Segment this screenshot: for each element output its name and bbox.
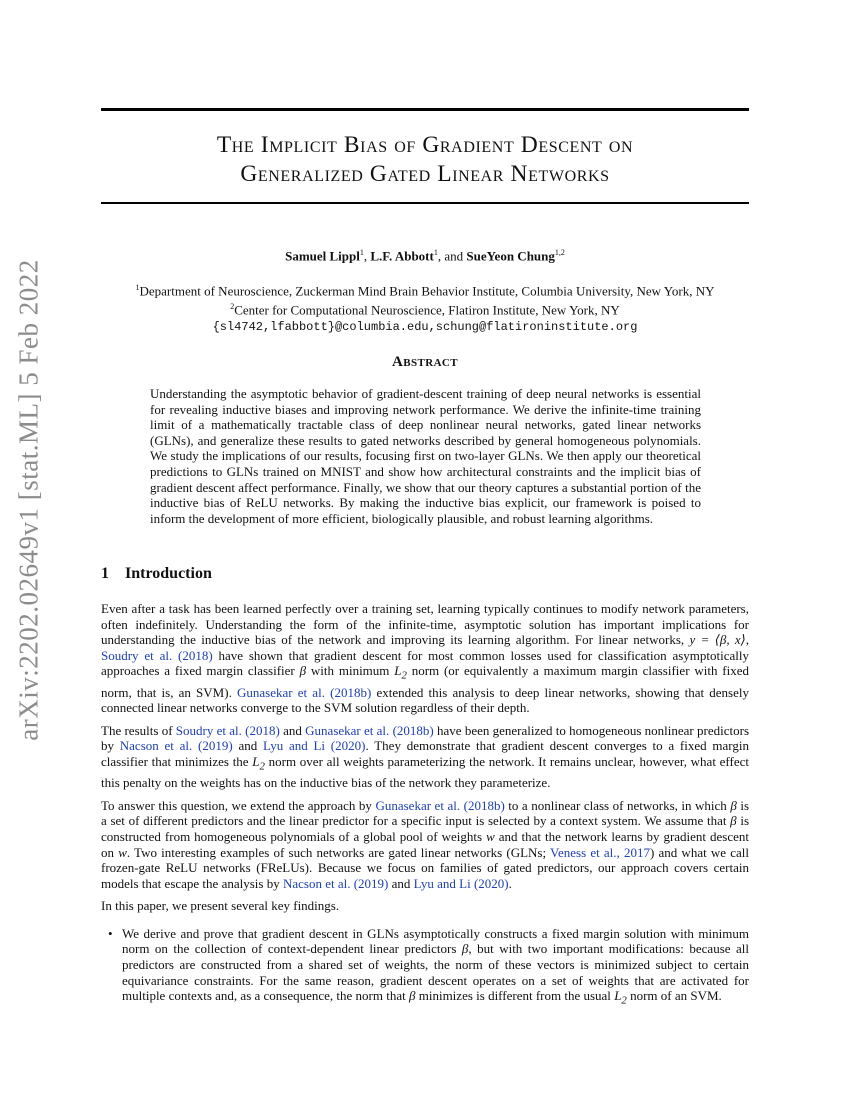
list-item: [122, 926, 749, 1010]
math-symbol: L: [252, 753, 260, 769]
citation-link[interactable]: Soudry et al. (2018): [101, 647, 213, 663]
math-inline: [614, 988, 627, 1007]
math-inline: w: [486, 828, 495, 844]
citation-link[interactable]: Lyu and Li (2020): [262, 738, 366, 754]
text-run: and: [279, 722, 306, 738]
author-3-affil: 1,2: [554, 248, 565, 257]
paper-title: [101, 131, 749, 189]
math-inline: β: [409, 988, 416, 1004]
citation-link[interactable]: Gunasekar et al. (2018b): [305, 722, 434, 738]
text-run: to a nonlinear class of networks, in which: [504, 797, 731, 813]
text-run: and: [232, 738, 263, 754]
title-line-2: Generalized Gated Linear Networks: [240, 161, 610, 187]
text-run: . Two interesting examples of such networks are gated linear networks (GLNs;: [126, 844, 551, 860]
math-inline: β: [730, 813, 737, 829]
arxiv-identifier-text: arXiv:2202.02649v1 [stat.ML] 5 Feb 2022: [13, 259, 44, 741]
affiliation-1-text: Department of Neuroscience, Zuckerman Mind Brain Behavior Institute, Columbia University, New York, NY: [139, 283, 715, 299]
math-subscript: 2: [259, 760, 265, 773]
math-inline: β: [299, 663, 307, 679]
citation-link[interactable]: Nacson et al. (2019): [282, 875, 389, 891]
text-run: norm (or equivalently a maximum margin classifier with fixed norm, that is, an SVM).: [101, 663, 749, 700]
citation-link[interactable]: Lyu and Li (2020): [413, 875, 509, 891]
citation-link[interactable]: Soudry et al. (2018): [175, 722, 280, 738]
author-list: [101, 248, 749, 264]
math-inline: w: [118, 844, 127, 860]
text-run: Even after a task has been learned perfectly over a training set, learning typically continues to modify network parameters, often indefinitely. Understanding the form of the infinite-time, asymptotic solution has important implications for understanding the inductive bias of the network and improving its learning algorithm. For linear networks,: [101, 601, 749, 648]
citation-link[interactable]: Gunasekar et al. (2018b): [375, 797, 505, 813]
text-run: The results of: [101, 722, 176, 738]
paragraph: [101, 601, 749, 716]
affiliation-2-mark: 2: [230, 302, 235, 312]
arxiv-identifier: [0, 259, 58, 741]
abstract-text: Understanding the asymptotic behavior of gradient-descent training of deep neural networks is essential for revealing inductive biases and improving network performance. We derive the infinite-time training limit of a mathematically tractable class of deep nonlinear neural networks, gated linear networks (GLNs), and generalize these results to gated networks described by general homogeneous polynomials. We study the implications of our results, focusing first on two-layer GLNs. We then apply our theoretical predictions to GLNs trained on MNIST and show how architectural constraints and the implicit bias of gradient descent affect performance. Finally, we show that our theory captures a substantial portion of the inductive bias of ReLU networks. By making the inductive bias explicit, our framework is poised to inform the development of more efficient, biologically plausible, and robust learning algorithms.: [150, 386, 701, 526]
math-inline: β: [730, 797, 737, 813]
text-run: norm of an SVM.: [626, 988, 722, 1004]
math-symbol: L: [394, 663, 402, 679]
author-3: SueYeon Chung: [466, 248, 555, 264]
math-inline: y = ⟨β, x⟩: [689, 632, 746, 648]
citation-link[interactable]: Nacson et al. (2019): [119, 738, 233, 754]
math-inline: [252, 753, 265, 773]
text-run: , but with two important modifications: because all predictors are constructed from a shared set of weights, the norm of these vectors is minimized subject to certain equivariance constraints. For the same reason, gradient descent operates on a set of weights that are activated for multiple contexts and, as a consequence, the norm that: [122, 941, 749, 1004]
abstract-heading: Abstract: [392, 354, 458, 370]
text-run: minimizes is different from the usual: [415, 988, 615, 1004]
paragraph: In this paper, we present several key findings.: [101, 898, 340, 914]
introduction-body: [101, 601, 749, 1009]
text-run: with minimum: [306, 663, 395, 679]
author-1: Samuel Lippl: [285, 248, 360, 264]
text-run: and that the network learns by gradient descent on: [101, 828, 750, 860]
math-inline: [394, 663, 407, 682]
text-run: We derive and prove that gradient descent in GLNs asymptotically constructs a fixed margin solution with minimum norm on the collection of context-dependent linear predictors: [122, 925, 749, 957]
author-sep: ,: [363, 248, 371, 264]
text-run: ) and what we call frozen-gate ReLU networks (FReLUs). Because we focus on families of gated predictors, our approach covers certain models that escape the analysis by: [101, 844, 749, 891]
text-run: is a set of different predictors and the linear predictor for a specific input is selected by a context system. We assume that: [101, 797, 750, 829]
text-run: have shown that gradient descent for most common losses used for classification asymptotically approaches a fixed margin classifier: [101, 647, 749, 679]
citation-link[interactable]: Gunasekar et al. (2018b): [237, 684, 372, 700]
author-1-affil: 1: [359, 248, 364, 257]
text-run: .: [508, 875, 512, 891]
text-run: is constructed from homogeneous polynomials of a global pool of weights: [101, 813, 750, 844]
affiliation-2-text: Center for Computational Neuroscience, Flatiron Institute, New York, NY: [234, 302, 620, 318]
title-bottom-rule: [101, 202, 749, 204]
affiliation-1-mark: 1: [135, 283, 140, 292]
math-symbol: L: [614, 988, 622, 1004]
citation-link[interactable]: Veness et al., 2017: [550, 844, 650, 860]
affiliation-1: [101, 280, 749, 299]
paragraph: [101, 798, 749, 892]
text-run: ,: [745, 632, 750, 648]
findings-list: [101, 926, 749, 1010]
text-run: extended this analysis to deep linear networks, showing that densely connected linear networks converge to the SVM solution regardless of their depth.: [101, 684, 749, 716]
paragraph: [101, 723, 749, 791]
author-2-affil: 1: [433, 248, 438, 257]
title-top-rule: [101, 108, 749, 111]
section-heading-introduction: [101, 565, 212, 583]
affiliation-2: [101, 299, 749, 318]
section-number: 1: [101, 565, 109, 582]
author-sep: , and: [437, 248, 467, 264]
text-run: have been generalized to homogeneous nonlinear predictors by: [101, 722, 749, 754]
math-inline: β: [461, 941, 469, 957]
text-run: To answer this question, we extend the approach by: [101, 797, 376, 813]
text-run: norm over all weights parameterizing the network. It remains unclear, however, what effect this penalty on the weights has on the inductive bias of the network they parameterize.: [101, 753, 749, 791]
text-run: and: [388, 875, 414, 891]
text-run: . They demonstrate that gradient descent converges to a fixed margin classifier that minimizes the: [101, 738, 749, 769]
math-subscript: 2: [621, 994, 627, 1007]
title-line-1: The Implicit Bias of Gradient Descent on: [216, 132, 634, 158]
author-emails[interactable]: {sl4742,lfabbott}@columbia.edu,schung@flatironinstitute.org: [212, 319, 638, 334]
author-2: L.F. Abbott: [370, 248, 434, 264]
section-title: Introduction: [125, 565, 212, 582]
affiliations: [101, 280, 749, 335]
math-subscript: 2: [401, 669, 407, 682]
